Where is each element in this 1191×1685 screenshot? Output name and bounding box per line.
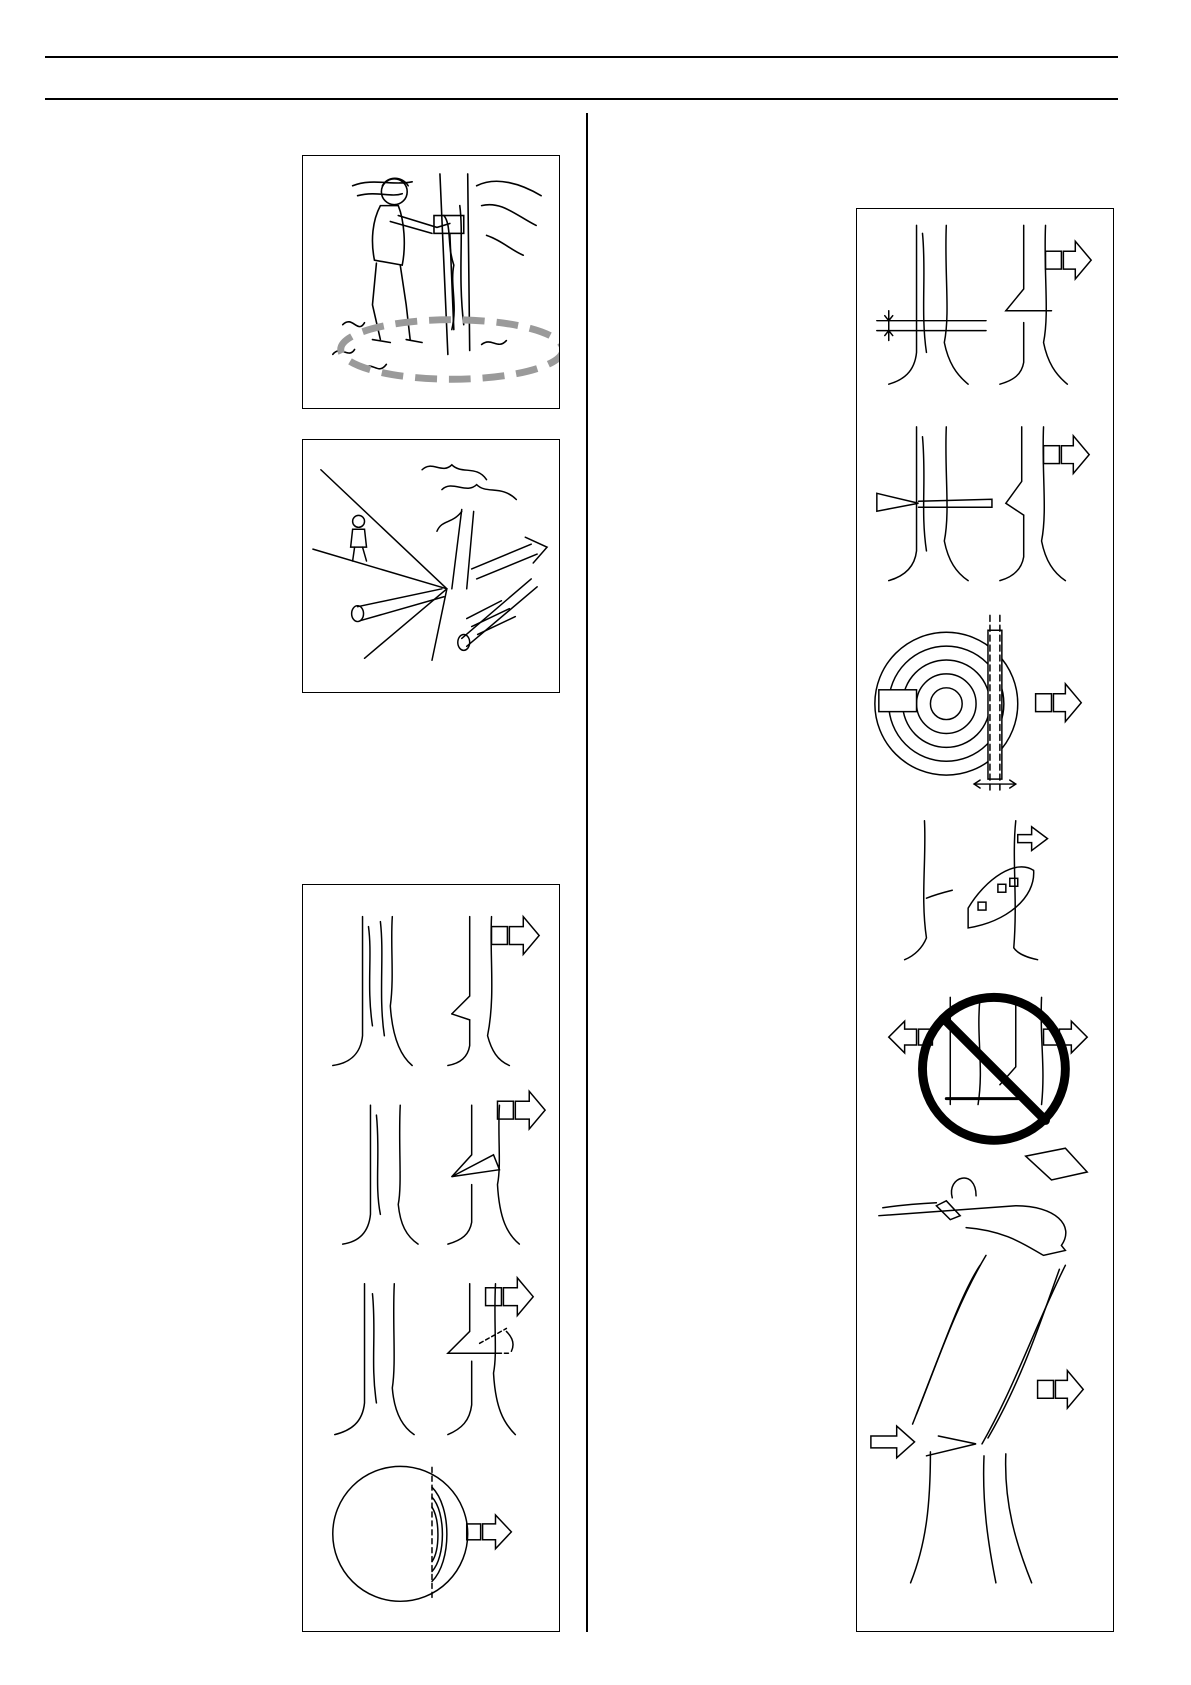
- header-rule-bottom: [45, 98, 1118, 100]
- header-rule-top: [45, 56, 1118, 58]
- felling-cut-wedge-and-tools-icon: [857, 209, 1113, 1631]
- person-clearing-around-tree-icon: [303, 156, 559, 408]
- retreat-path-icon: [303, 440, 559, 692]
- column-separator: [586, 113, 588, 1632]
- figure-retreat-path: [302, 439, 560, 693]
- figure-clear-work-area: [302, 155, 560, 409]
- figure-directional-notch-steps: [302, 884, 560, 1632]
- directional-notch-sequence-icon: [303, 885, 559, 1631]
- figure-felling-cut-steps: [856, 208, 1114, 1632]
